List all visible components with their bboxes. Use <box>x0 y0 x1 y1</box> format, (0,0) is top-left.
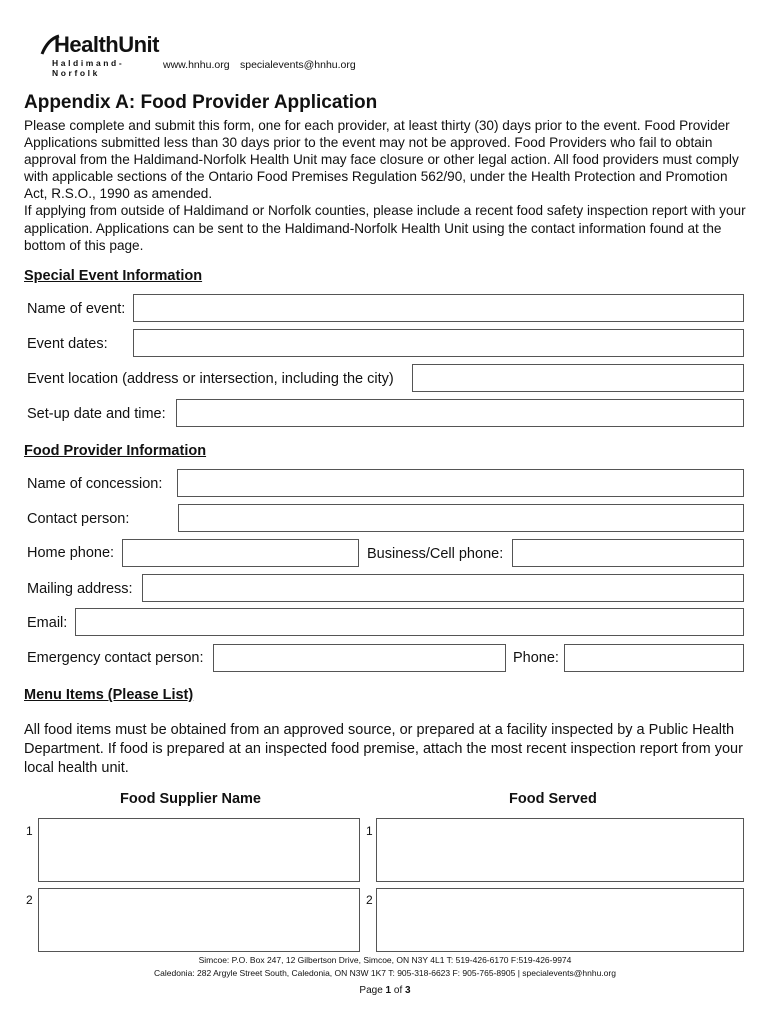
event-dates-label: Event dates: <box>27 336 108 352</box>
menu-instructions: All food items must be obtained from an approved source, or prepared at a facility inspected by a Public Health Department. If food is prepared at an inspected food premise, attach the most recent inspection report from your local health unit. <box>24 722 743 776</box>
row-number: 1 <box>366 824 373 838</box>
event-section-heading: Special Event Information <box>24 268 203 284</box>
concession-name-label: Name of concession: <box>27 476 163 492</box>
row-number: 1 <box>26 824 33 838</box>
event-name-label: Name of event: <box>27 301 126 317</box>
emergency-phone-field[interactable] <box>564 644 744 672</box>
health-unit-logo <box>40 32 159 78</box>
page-prefix: Page <box>359 985 383 996</box>
page-total: 3 <box>405 985 411 996</box>
website-link[interactable]: www.hnhu.org <box>163 59 230 71</box>
served-field-1[interactable] <box>376 818 744 882</box>
email-link[interactable]: specialevents@hnhu.org <box>240 59 356 71</box>
emergency-contact-field[interactable] <box>213 644 506 672</box>
event-location-field[interactable] <box>412 364 744 392</box>
email-field[interactable] <box>75 608 744 636</box>
intro-paragraph-2: If applying from outside of Haldimand or Norfolk counties, please include a recent food safety inspection report with your application. Applications can be sent to the Haldimand-Norfolk Health Unit using the contact information found at the bottom of this page. <box>24 203 746 253</box>
menu-section-heading: Menu Items (Please List) <box>24 687 194 703</box>
row-number: 2 <box>26 893 33 907</box>
footer-simcoe-address: Simcoe: P.O. Box 247, 12 Gilbertson Drive, Simcoe, ON N3Y 4L1 T: 519-426-6170 F:519-426-9974 <box>198 955 572 965</box>
event-dates-field[interactable] <box>133 329 744 357</box>
supplier-field-2[interactable] <box>38 888 360 952</box>
setup-date-field[interactable] <box>176 399 744 427</box>
contact-person-label: Contact person: <box>27 511 130 527</box>
event-location-label: Event location (address or intersection, including the city) <box>27 371 394 387</box>
page-current: 1 <box>385 985 392 996</box>
supplier-column-header: Food Supplier Name <box>120 791 261 807</box>
business-phone-label: Business/Cell phone: <box>367 546 504 562</box>
supplier-field-1[interactable] <box>38 818 360 882</box>
email-label: Email: <box>27 615 68 631</box>
intro-paragraph-1: Please complete and submit this form, one for each provider, at least thirty (30) days prior to the event. Food Provider Applications submitted less than 30 days prior to the event may not be approved. Food Providers who fail to obtain approval from the Haldimand-Norfolk Health Unit may face closure or other legal action. All food providers must comply with applicable sections of the Ontario Food Premises Regulation 562/90, under the Health Protection and Promotion Act, R.S.O., 1990 as amended. <box>24 118 739 202</box>
footer-caledonia-address: Caledonia: 282 Argyle Street South, Caledonia, ON N3W 1K7 T: 905-318-6623 F: 905-765-8905 | specialevents@hnhu.org <box>154 968 616 978</box>
home-phone-field[interactable] <box>122 539 359 567</box>
mailing-address-label: Mailing address: <box>27 581 133 597</box>
page-title: Appendix A: Food Provider Application <box>24 92 378 113</box>
served-field-2[interactable] <box>376 888 744 952</box>
concession-name-field[interactable] <box>177 469 744 497</box>
logo-subtitle: Haldimand-Norfolk <box>52 58 125 78</box>
mailing-address-field[interactable] <box>142 574 744 602</box>
row-number: 2 <box>366 893 373 907</box>
emergency-contact-label: Emergency contact person: <box>27 650 204 666</box>
served-column-header: Food Served <box>509 791 597 807</box>
provider-section-heading: Food Provider Information <box>24 443 207 459</box>
logo-title: HealthUnit <box>54 32 159 57</box>
setup-date-label: Set-up date and time: <box>27 406 166 422</box>
business-phone-field[interactable] <box>512 539 744 567</box>
event-name-field[interactable] <box>133 294 744 322</box>
home-phone-label: Home phone: <box>27 545 115 561</box>
contact-person-field[interactable] <box>178 504 744 532</box>
emergency-phone-label: Phone: <box>513 650 559 666</box>
page-number <box>0 985 770 996</box>
intro-text <box>24 117 750 254</box>
page-of: of <box>393 985 403 996</box>
